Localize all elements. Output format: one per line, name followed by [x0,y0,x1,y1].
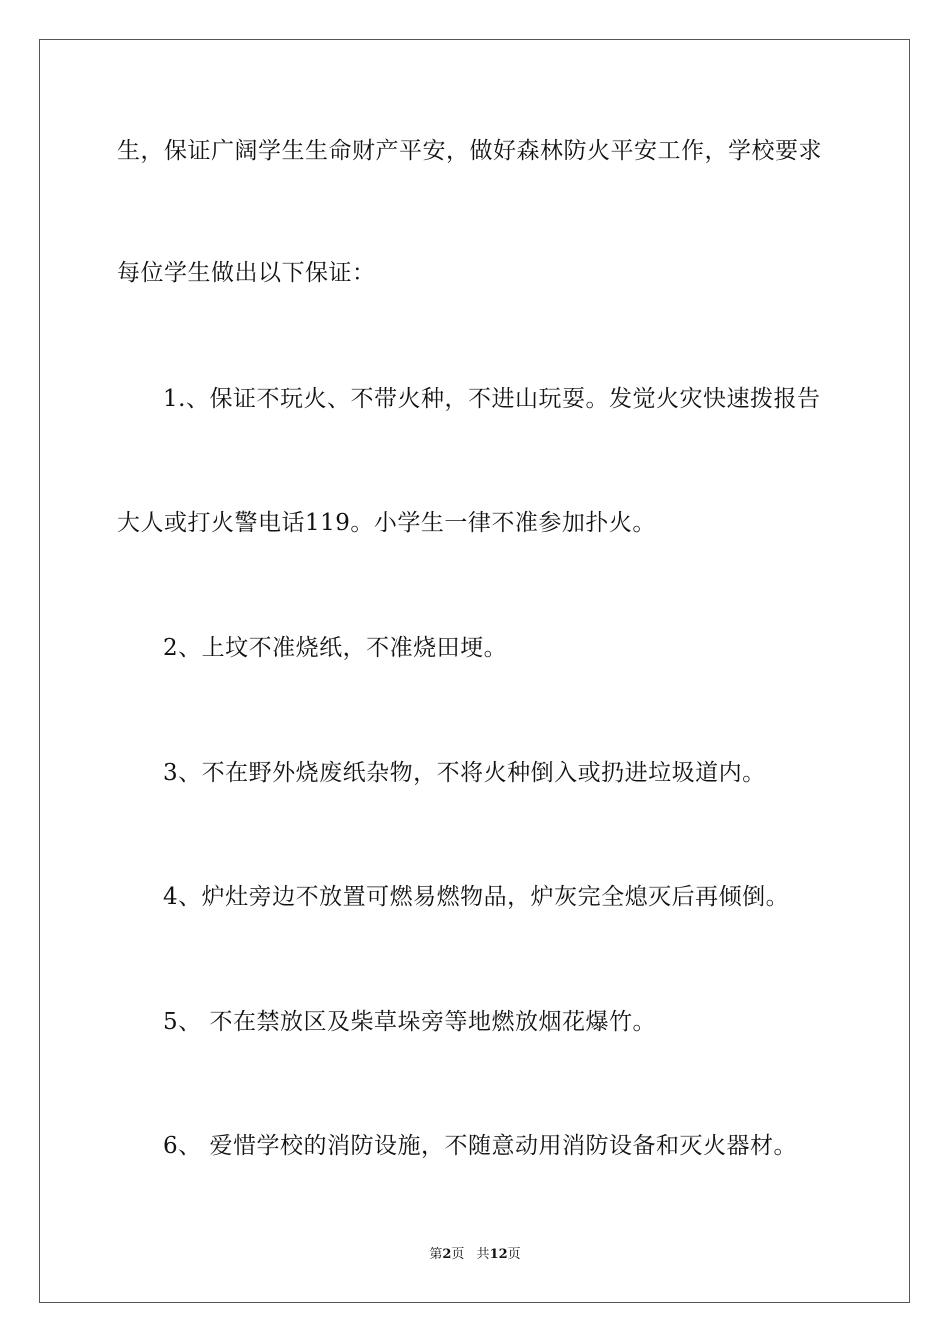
paragraph-line-1: 生，保证广阔学生生命财产平安，做好森林防火平安工作，学校要求 [117,138,822,164]
page-number: 第2页 [429,1247,465,1262]
paragraph-line-2: 每位学生做出以下保证： [117,260,376,286]
page-footer [0,1246,950,1264]
list-item-2: 2、上坟不准烧纸，不准烧田埂。 [163,635,508,661]
list-item-5: 5、 不在禁放区及柴草垛旁等地燃放烟花爆竹。 [163,1009,656,1035]
page-border [39,39,910,1303]
list-item-3: 3、不在野外烧废纸杂物，不将火种倒入或扔进垃圾道内。 [163,760,766,786]
list-item-4: 4、炉灶旁边不放置可燃易燃物品，炉灰完全熄灭后再倾倒。 [163,884,790,910]
list-item-1-line-2: 大人或打火警电话119。小学生一律不准参加扑火。 [117,510,656,536]
list-item-6: 6、 爱惜学校的消防设施，不随意动用消防设备和灭火器材。 [163,1133,797,1159]
total-pages: 共12页 [476,1247,521,1262]
list-item-1-line-1: 1.、保证不玩火、不带火种，不进山玩耍。发觉火灾快速拨报告 [163,386,821,412]
